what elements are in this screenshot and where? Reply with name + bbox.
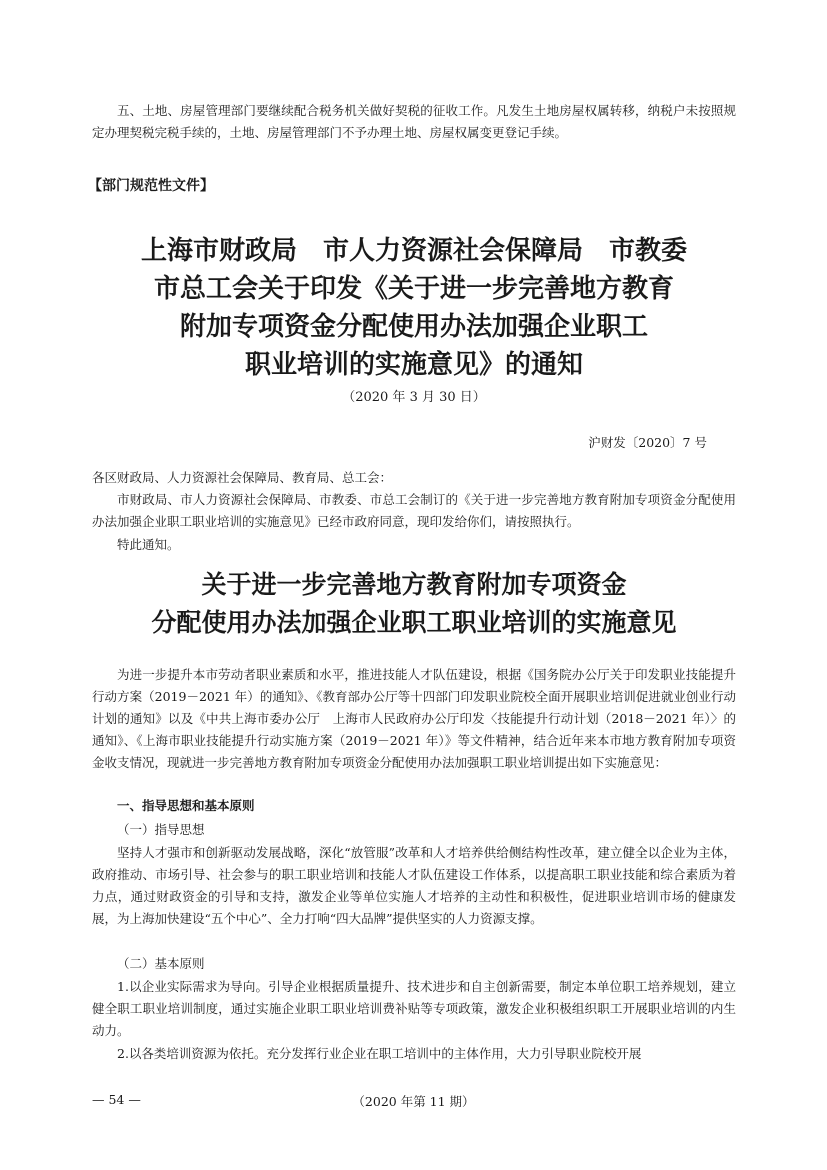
notice-body: 市财政局、市人力资源社会保障局、市教委、市总工会制订的《关于进一步完善地方教育附加专项资金分配使用办法加强企业职工职业培训的实施意见》已经市政府同意，现印发给你们，请按照执行。: [92, 492, 736, 529]
opinion-preamble: 为进一步提升本市劳动者职业素质和水平，推进技能人才队伍建设，根据《国务院办公厅关于印发职业技能提升行动方案（2019－2021 年）的通知》、《教育部办公厅等十四部门印发职业院校全面开展职业培训促进就业创业行动计划的通知》以及《中共上海市委办公厅 上海市人民政府办公厅印发〈技能提升行动计划（2018－2021 年）〉的通知》、《上海市职业技能提升行动实施方案（2019－2021 年）》等文件精神，结合近年来本市地方教育附加专项资金收支情况，现就进一步完善地方教育附加专项资金分配使用办法加强职工职业培训提出如下实施意见：: [92, 667, 736, 770]
notice-date: （2020 年 3 月 30 日）: [342, 390, 486, 405]
section-tag: 【部门规范性文件】: [88, 178, 214, 194]
sub-one-body: 坚持人才强市和创新驱动发展战略，深化“放管服”改革和人才培养供给侧结构性改革，建立健全以企业为主体，政府推动、市场引导、社会参与的职工职业培训和技能人才队伍建设工作体系，以提高职工职业技能和综合素质为着力点，通过财政资金的引导和支持，激发企业等单位实施人才培养的主动性和积极性，促进职业培训市场的健康发展，为上海加快建设“五个中心”、全力打响“四大品牌”提供坚实的人力资源支撑。: [92, 845, 736, 926]
notice-title-line: 市总工会关于印发《关于进一步完善地方教育: [153, 274, 674, 304]
notice-closing: 特此通知。: [117, 537, 180, 552]
opinion-title-line: 分配使用办法加强企业职工职业培训的实施意见: [151, 608, 677, 637]
document-number: 沪财发〔2020〕7 号: [588, 435, 707, 450]
principle-one: 1.以企业实际需求为导向。引导企业根据质量提升、技术进步和自主创新需要，制定本单位职工培养规划，建立健全职工职业培训制度，通过实施企业职工职业培训费补贴等专项政策，激发企业积极组织职工开展职业培训的内生动力。: [92, 979, 736, 1038]
notice-title: [92, 232, 736, 384]
section-one-heading: 一、指导思想和基本原则: [117, 798, 255, 813]
notice-title-line: 职业培训的实施意见》的通知: [244, 350, 583, 380]
notice-title-line: 附加专项资金分配使用办法加强企业职工: [179, 312, 648, 342]
sub-one-heading: （一）指导思想: [117, 822, 205, 837]
page-number: — 54 —: [92, 1092, 141, 1107]
principle-two: 2.以各类培训资源为依托。充分发挥行业企业在职工培训中的主体作用，大力引导职业院校开展: [117, 1046, 642, 1061]
issue-label: （2020 年第 11 期）: [352, 1094, 475, 1109]
notice-title-line: 上海市财政局 市人力资源社会保障局 市教委: [140, 236, 687, 266]
opinion-title: [92, 566, 736, 642]
intro-item-five: 五、土地、房屋管理部门要继续配合税务机关做好契税的征收工作。凡发生土地房屋权属转移，纳税户未按照规定办理契税完税手续的，土地、房屋管理部门不予办理土地、房屋权属变更登记手续。: [92, 103, 736, 140]
notice-addressee: 各区财政局、人力资源社会保障局、教育局、总工会：: [92, 470, 393, 485]
sub-two-heading: （二）基本原则: [117, 956, 205, 971]
opinion-title-line: 关于进一步完善地方教育附加专项资金: [201, 570, 627, 599]
